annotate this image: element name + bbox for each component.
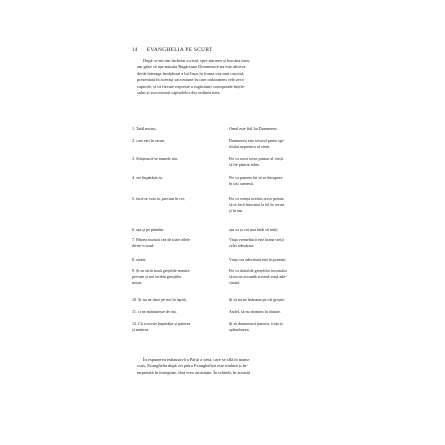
intro-line: am găsit că așa-numita Rugăciune Domnească nu este altceva — [137, 64, 246, 70]
prayer-meaning: așa ca și voi mai întâi să trăiți. — [229, 227, 279, 232]
intro-line: decât întreaga învățătură a lui Iisus în forma cea mai concisă, — [137, 70, 245, 76]
prayer-verse: 5. facă-se voia ta, precum în cer, — [132, 196, 186, 201]
prayer-meaning: Și să nu ne îndrume pe căi greșite. — [229, 297, 286, 302]
prayer-meaning: Viața cea adevărată este în prezent. — [229, 257, 287, 262]
prayer-meaning: Fie ca puterea lui să se întrupeze în toți oamenii. — [229, 175, 283, 187]
intro-line: După ce-mi-am încheiat scrisul, spre mirarea și bucuria mea, — [143, 58, 250, 63]
prayer-meaning: Omul este fiul lui Dumnezeu. — [229, 126, 278, 131]
outro-line: scris, Evanghelia după cei patru Evangheliști este tradusă și în- — [137, 363, 248, 369]
prayer-meaning: Fie ca acest izvor primar al vieții să fie păstrat sfânt. — [229, 156, 283, 168]
outro-line: terpretată în întregime, fără vreo omisiune. În schimb, în această — [137, 369, 251, 375]
intro-line: capitole, și că fiecare expresie a rugăciunii corespunde înțele- — [137, 83, 246, 89]
prayer-verse: 2. care ești în ceruri, — [132, 138, 166, 143]
prayer-verse: 7. Pâinea noastră cea de toate zilele dă-ne-o nouă — [132, 237, 191, 249]
running-title: EVANGHELIA PE SCURT — [146, 47, 213, 53]
prayer-verse: 9. Și ne iartă nouă greșelile noastre, precum și noi iertăm greșiților noștri, — [132, 268, 191, 286]
outro-line: În expunerea exhaustivă a Părții a treia, care se află în manu- — [143, 357, 251, 362]
prayer-meaning: Viața vremelnică este hrana vieții celei adevărate. — [229, 237, 284, 249]
intro-line: prezentată în aceeași succesiune în care ordonasem cele zece — [137, 77, 244, 83]
prayer-meaning: Fie ca datoriile greșelilor trecutului să nu ne ascundă această viață ade- vărată. — [229, 268, 287, 286]
prayer-verse: 6. așa și pe pământ. — [132, 227, 165, 232]
prayer-verse: 12. Că a ta este împărăția și puterea și mărirea. — [132, 321, 191, 333]
prayer-meaning: Și să domnească puterea, forța și splendoarea. — [229, 321, 283, 333]
prayer-verse: 1. Tatăl nostru, — [132, 126, 157, 131]
outro-paragraph — [137, 357, 327, 376]
page-number: 14 — [132, 47, 138, 53]
prayer-meaning: Dumnezeu este izvorul prime spi- ritului nepieritor al vieții. — [229, 138, 285, 150]
prayer-verse: 4. vie împărăția ta, — [132, 175, 163, 180]
prayer-verse: 10. Și nu ne duce pe noi în ispită, — [132, 297, 187, 302]
prayer-verse: 3. Sfințească-se numele tău, — [132, 156, 178, 161]
prayer-meaning: Fie ca voința acestui izvor primar să se facă întocmai la fel în ceruri și în om. — [229, 196, 285, 214]
prayer-verse: 11. ci ne mântuiește de rău. — [132, 309, 177, 314]
running-head — [132, 46, 332, 54]
prayer-verse: 8. astăzi. — [132, 257, 147, 262]
prayer-meaning: Astfel, să nu dormim în răutate. — [229, 309, 281, 314]
intro-line: sului și succesiunii capitolelor din ordinea mea. — [137, 90, 221, 96]
intro-paragraph — [137, 58, 327, 96]
